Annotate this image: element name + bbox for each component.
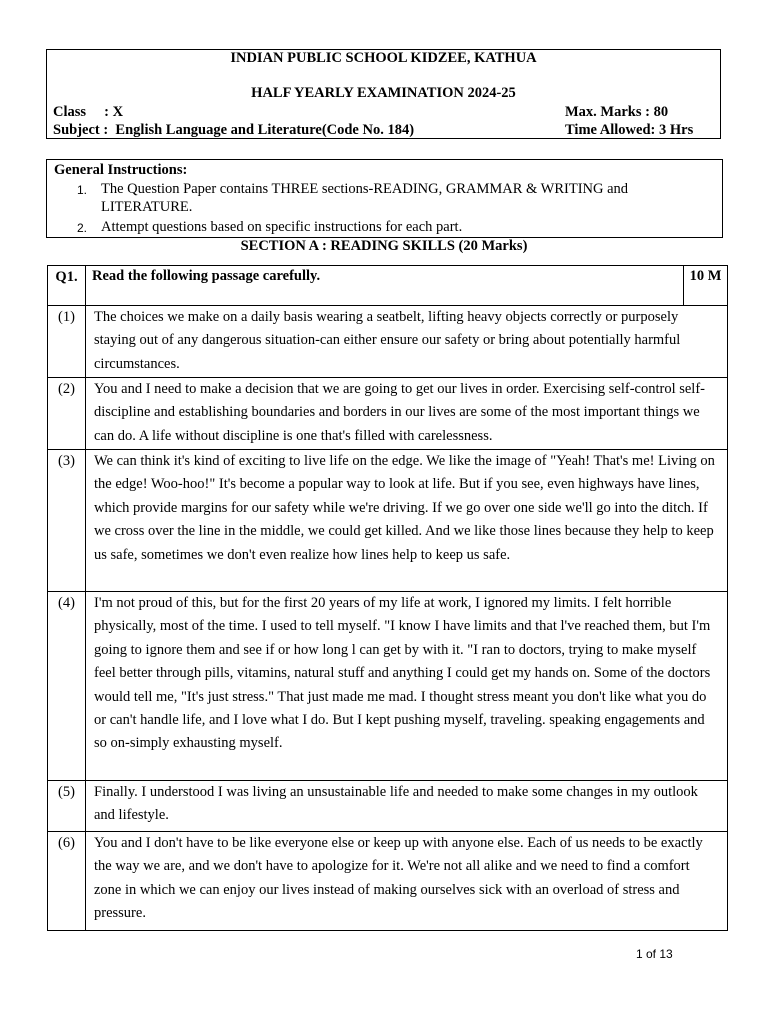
paragraph-row [48, 781, 728, 832]
school-name: INDIAN PUBLIC SCHOOL KIDZEE, KATHUA [230, 50, 537, 66]
paragraph-text: You and I need to make a decision that we are going to get our lives in order. Exercising self-control self-discipline and establishing boundaries and borders in our lives are some of the most important things we can do. A life without discipline is one that's filled with carelessness. [86, 378, 728, 450]
paragraph-text: I'm not proud of this, but for the first 20 years of my life at work, I ignored my limits. I felt horrible physically, most of the time. I used to tell myself. "I know I have limits and that l've reached them, but I'm going to ignore them and see if or how long l can get by with it. "I ran to doctors, trying to make myself feel better through pills, vitamins, natural stuff and anything I could get my hands on. Some of the doctors would tell me, "It's just stress." That just made me mad. I thought stress meant you don't like what you do or can't handle life, and I love what I do. But I kept pushing myself, traveling. speaking engagements and so on-simply exhausting myself. [86, 592, 728, 781]
instruction-item [77, 180, 701, 216]
paragraph-number: (4) [48, 592, 86, 781]
paragraph-row [48, 592, 728, 781]
paragraph-row [48, 832, 728, 931]
instructions-title: General Instructions: [54, 162, 188, 178]
paragraph-number: (5) [48, 781, 86, 832]
instruction-text: Attempt questions based on specific instructions for each part. [101, 219, 463, 235]
passage-table [47, 265, 728, 931]
question-row [48, 266, 728, 306]
question-number: Q1. [48, 266, 86, 306]
subject-label: Subject : English Language and Literature(Code No. 184) [53, 122, 415, 138]
general-instructions-box [46, 159, 723, 238]
paragraph-text: We can think it's kind of exciting to live life on the edge. We like the image of "Yeah! That's me! Living on the edge! Woo-hoo!" It's become a popular way to look at life. But if you see, even highways have lines, which provide margins for our safety while we're driving. If we go over one side we'll go into the ditch. If we cross over the line in the middle, we could get killed. And we like those lines because they help to keep us safe, sometimes we don't even realize how lines help to keep us safe. [86, 450, 728, 592]
paragraph-number: (1) [48, 306, 86, 378]
section-a-title: SECTION A : READING SKILLS (20 Marks) [240, 238, 528, 254]
paragraph-row [48, 306, 728, 378]
page-number: 1 of 13 [636, 947, 673, 961]
instruction-number: 1. [77, 183, 88, 197]
exam-header-box [46, 49, 721, 139]
paragraph-row [48, 378, 728, 450]
paragraph-text: The choices we make on a daily basis wearing a seatbelt, lifting heavy objects correctly or purposely staying out of any dangerous situation-can either ensure our safety or bring about potentially harmful circumstances. [86, 306, 728, 378]
paragraph-number: (6) [48, 832, 86, 931]
paragraph-text: You and I don't have to be like everyone else or keep up with anyone else. Each of us needs to be exactly the way we are, and we don't have to apologize for it. We're not all alike and we need to find a comfort zone in which we can enjoy our lives instead of making ourselves sick with an overload of stress and pressure. [86, 832, 728, 931]
question-marks: 10 M [684, 266, 728, 306]
instruction-item [77, 218, 701, 236]
instruction-number: 2. [77, 221, 88, 235]
paragraph-row [48, 450, 728, 592]
paragraph-number: (3) [48, 450, 86, 592]
exam-title: HALF YEARLY EXAMINATION 2024-25 [251, 85, 516, 101]
question-prompt: Read the following passage carefully. [86, 266, 684, 306]
instruction-text: The Question Paper contains THREE sections-READING, GRAMMAR & WRITING and LITERATURE. [101, 181, 629, 215]
max-marks: Max. Marks : 80 [565, 104, 669, 120]
class-label: Class : X [53, 104, 124, 120]
paragraph-text: Finally. I understood I was living an unsustainable life and needed to make some changes in my outlook and lifestyle. [86, 781, 728, 832]
time-allowed: Time Allowed: 3 Hrs [565, 122, 694, 138]
paragraph-number: (2) [48, 378, 86, 450]
